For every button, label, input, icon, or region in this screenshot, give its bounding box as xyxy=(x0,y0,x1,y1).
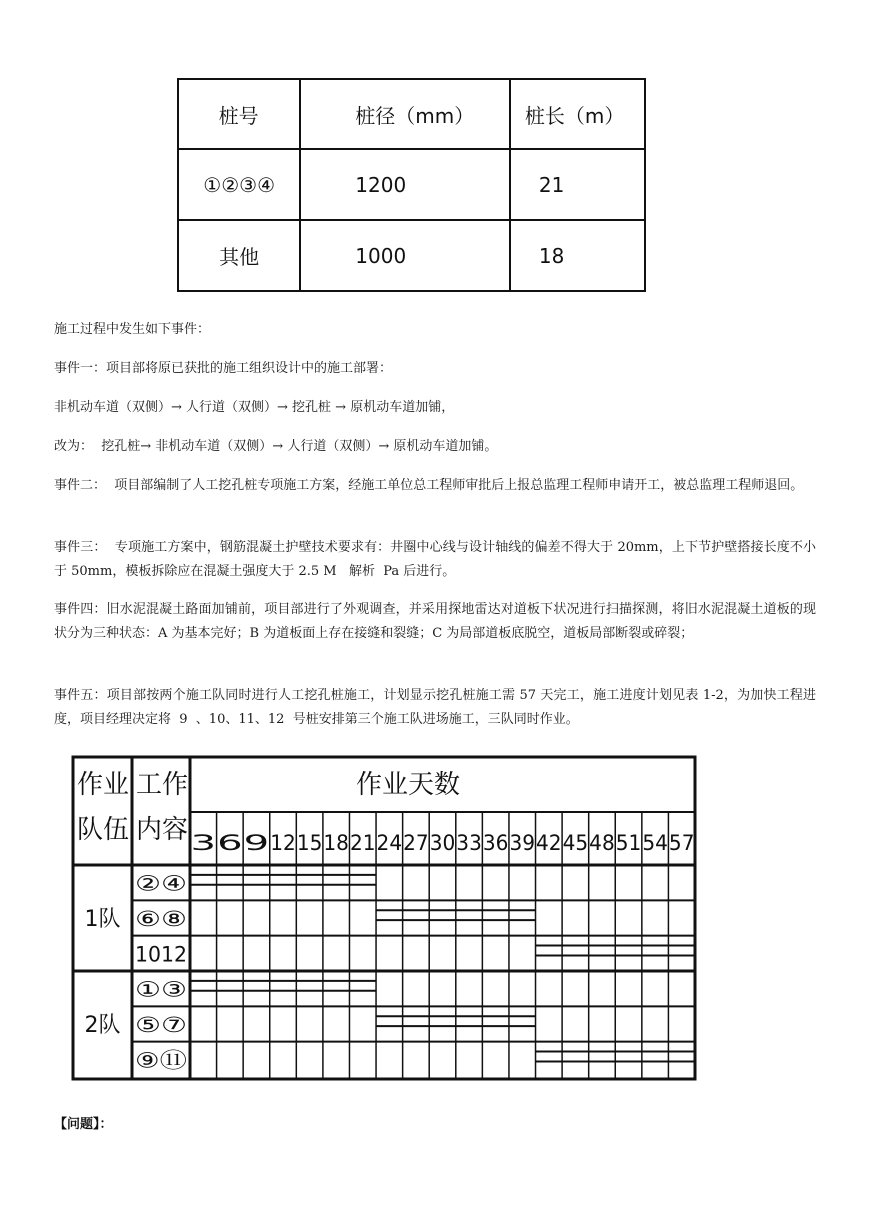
day-tick-label: 9 xyxy=(243,831,270,855)
col-work-label-2: 内容 xyxy=(135,815,189,845)
cell-pile-diameter: 1200 xyxy=(300,149,510,220)
event-1-paragraph: 事件一：项目部将原已获批的施工组织设计中的施工部署： xyxy=(54,361,393,376)
task-labels xyxy=(85,872,188,1073)
team-name: 1队 xyxy=(84,907,121,932)
day-tick-label: 33 xyxy=(456,831,482,855)
schedule-bars xyxy=(190,875,695,1062)
event-5-paragraph: 事件五：项目部按两个施工队同时进行人工挖孔桩施工，计划显示挖孔桩施工需 57 天完工，施工进度计划见表 1-2，为加快工程进度，项目经理决定将 9 、10、11、12 号桩安排第三个施工队进场施工，三队同时作业。 xyxy=(54,688,816,727)
cell-pile-diameter: 1000 xyxy=(300,220,510,291)
cell-pile-length: 18 xyxy=(510,220,645,291)
task-label: ⑥⑧ xyxy=(135,907,187,931)
day-tick-label: 36 xyxy=(482,831,509,855)
team-name: 2队 xyxy=(84,1013,121,1038)
table-row xyxy=(178,149,645,220)
event-2-paragraph: 事件二： 项目部编制了人工挖孔桩专项施工方案，经施工单位总工程师审批后上报总监理工程师申请开工，被总监理工程师退回。 xyxy=(54,478,804,493)
day-tick-label: 6 xyxy=(217,831,243,855)
col-work-label-1: 工作 xyxy=(135,770,189,800)
day-tick-label: 12 xyxy=(270,831,296,855)
task-label: 1012 xyxy=(135,942,187,967)
col-team-label-1: 作业 xyxy=(76,770,130,800)
task-label: ⑤⑦ xyxy=(135,1013,187,1037)
cell-pile-length: 21 xyxy=(510,149,645,220)
schedule-border xyxy=(73,757,695,1079)
day-tick-label: 54 xyxy=(642,831,668,855)
day-tick-label: 15 xyxy=(296,831,323,855)
day-tick-label: 45 xyxy=(562,831,589,855)
pile-table xyxy=(177,78,646,292)
header-pile-no: 桩号 xyxy=(178,79,300,149)
header-pile-length: 桩长（m） xyxy=(510,79,645,149)
event-1-original-sequence: 非机动车道（双侧）→ 人行道（双侧）→ 挖孔桩 → 原机动车道加铺， xyxy=(54,400,455,415)
col-team-label-2: 队伍 xyxy=(76,815,130,845)
task-label: ①③ xyxy=(135,977,187,1002)
header-pile-diameter: 桩径（mm） xyxy=(300,79,510,149)
task-label: ②④ xyxy=(135,871,187,896)
cell-pile-no: 其他 xyxy=(178,220,300,291)
day-tick-label: 24 xyxy=(376,831,403,855)
task-label: ⑨⑪ xyxy=(135,1048,187,1073)
day-tick-label: 48 xyxy=(589,831,615,855)
schedule-title: 作业天数 xyxy=(355,770,461,800)
event-4-paragraph: 事件四：旧水泥混凝土路面加铺前，项目部进行了外观调查，并采用探地雷达对道板下状况进行扫描探测，将旧水泥混凝土道板的现状分为三种状态：A 为基本完好；B 为道板面上存在接缝和裂缝；C 为局部道板底脱空，道板局部断裂或碎裂； xyxy=(54,602,816,641)
day-tick-label: 18 xyxy=(323,831,349,855)
day-tick-label: 51 xyxy=(615,831,642,855)
day-tick-label: 57 xyxy=(668,831,695,855)
day-tick-label: 42 xyxy=(536,831,562,855)
table-header-row xyxy=(178,79,645,149)
question-heading: 【问题】： xyxy=(54,1117,113,1132)
cell-pile-no: ①②③④ xyxy=(178,149,300,220)
schedule-grid xyxy=(73,757,695,1079)
intro-paragraph: 施工过程中发生如下事件： xyxy=(54,322,211,337)
table-row xyxy=(178,220,645,291)
day-tick-label: 27 xyxy=(403,831,429,855)
event-3-paragraph: 事件三： 专项施工方案中，钢筋混凝土护壁技术要求有：井圈中心线与设计轴线的偏差不得大于 20mm，上下节护壁搭接长度不小于 50mm，模板拆除应在混凝土强度大于 2.5 M 解析 Pa 后进行。 xyxy=(54,540,816,579)
day-tick-label: 3 xyxy=(190,831,217,855)
day-tick-labels xyxy=(191,831,695,855)
event-1-new-sequence: 改为： 挖孔桩→ 非机动车道（双侧）→ 人行道（双侧）→ 原机动车道加铺。 xyxy=(54,439,498,454)
day-tick-label: 21 xyxy=(349,831,376,855)
day-tick-label: 30 xyxy=(429,831,456,855)
day-tick-label: 39 xyxy=(509,831,536,855)
